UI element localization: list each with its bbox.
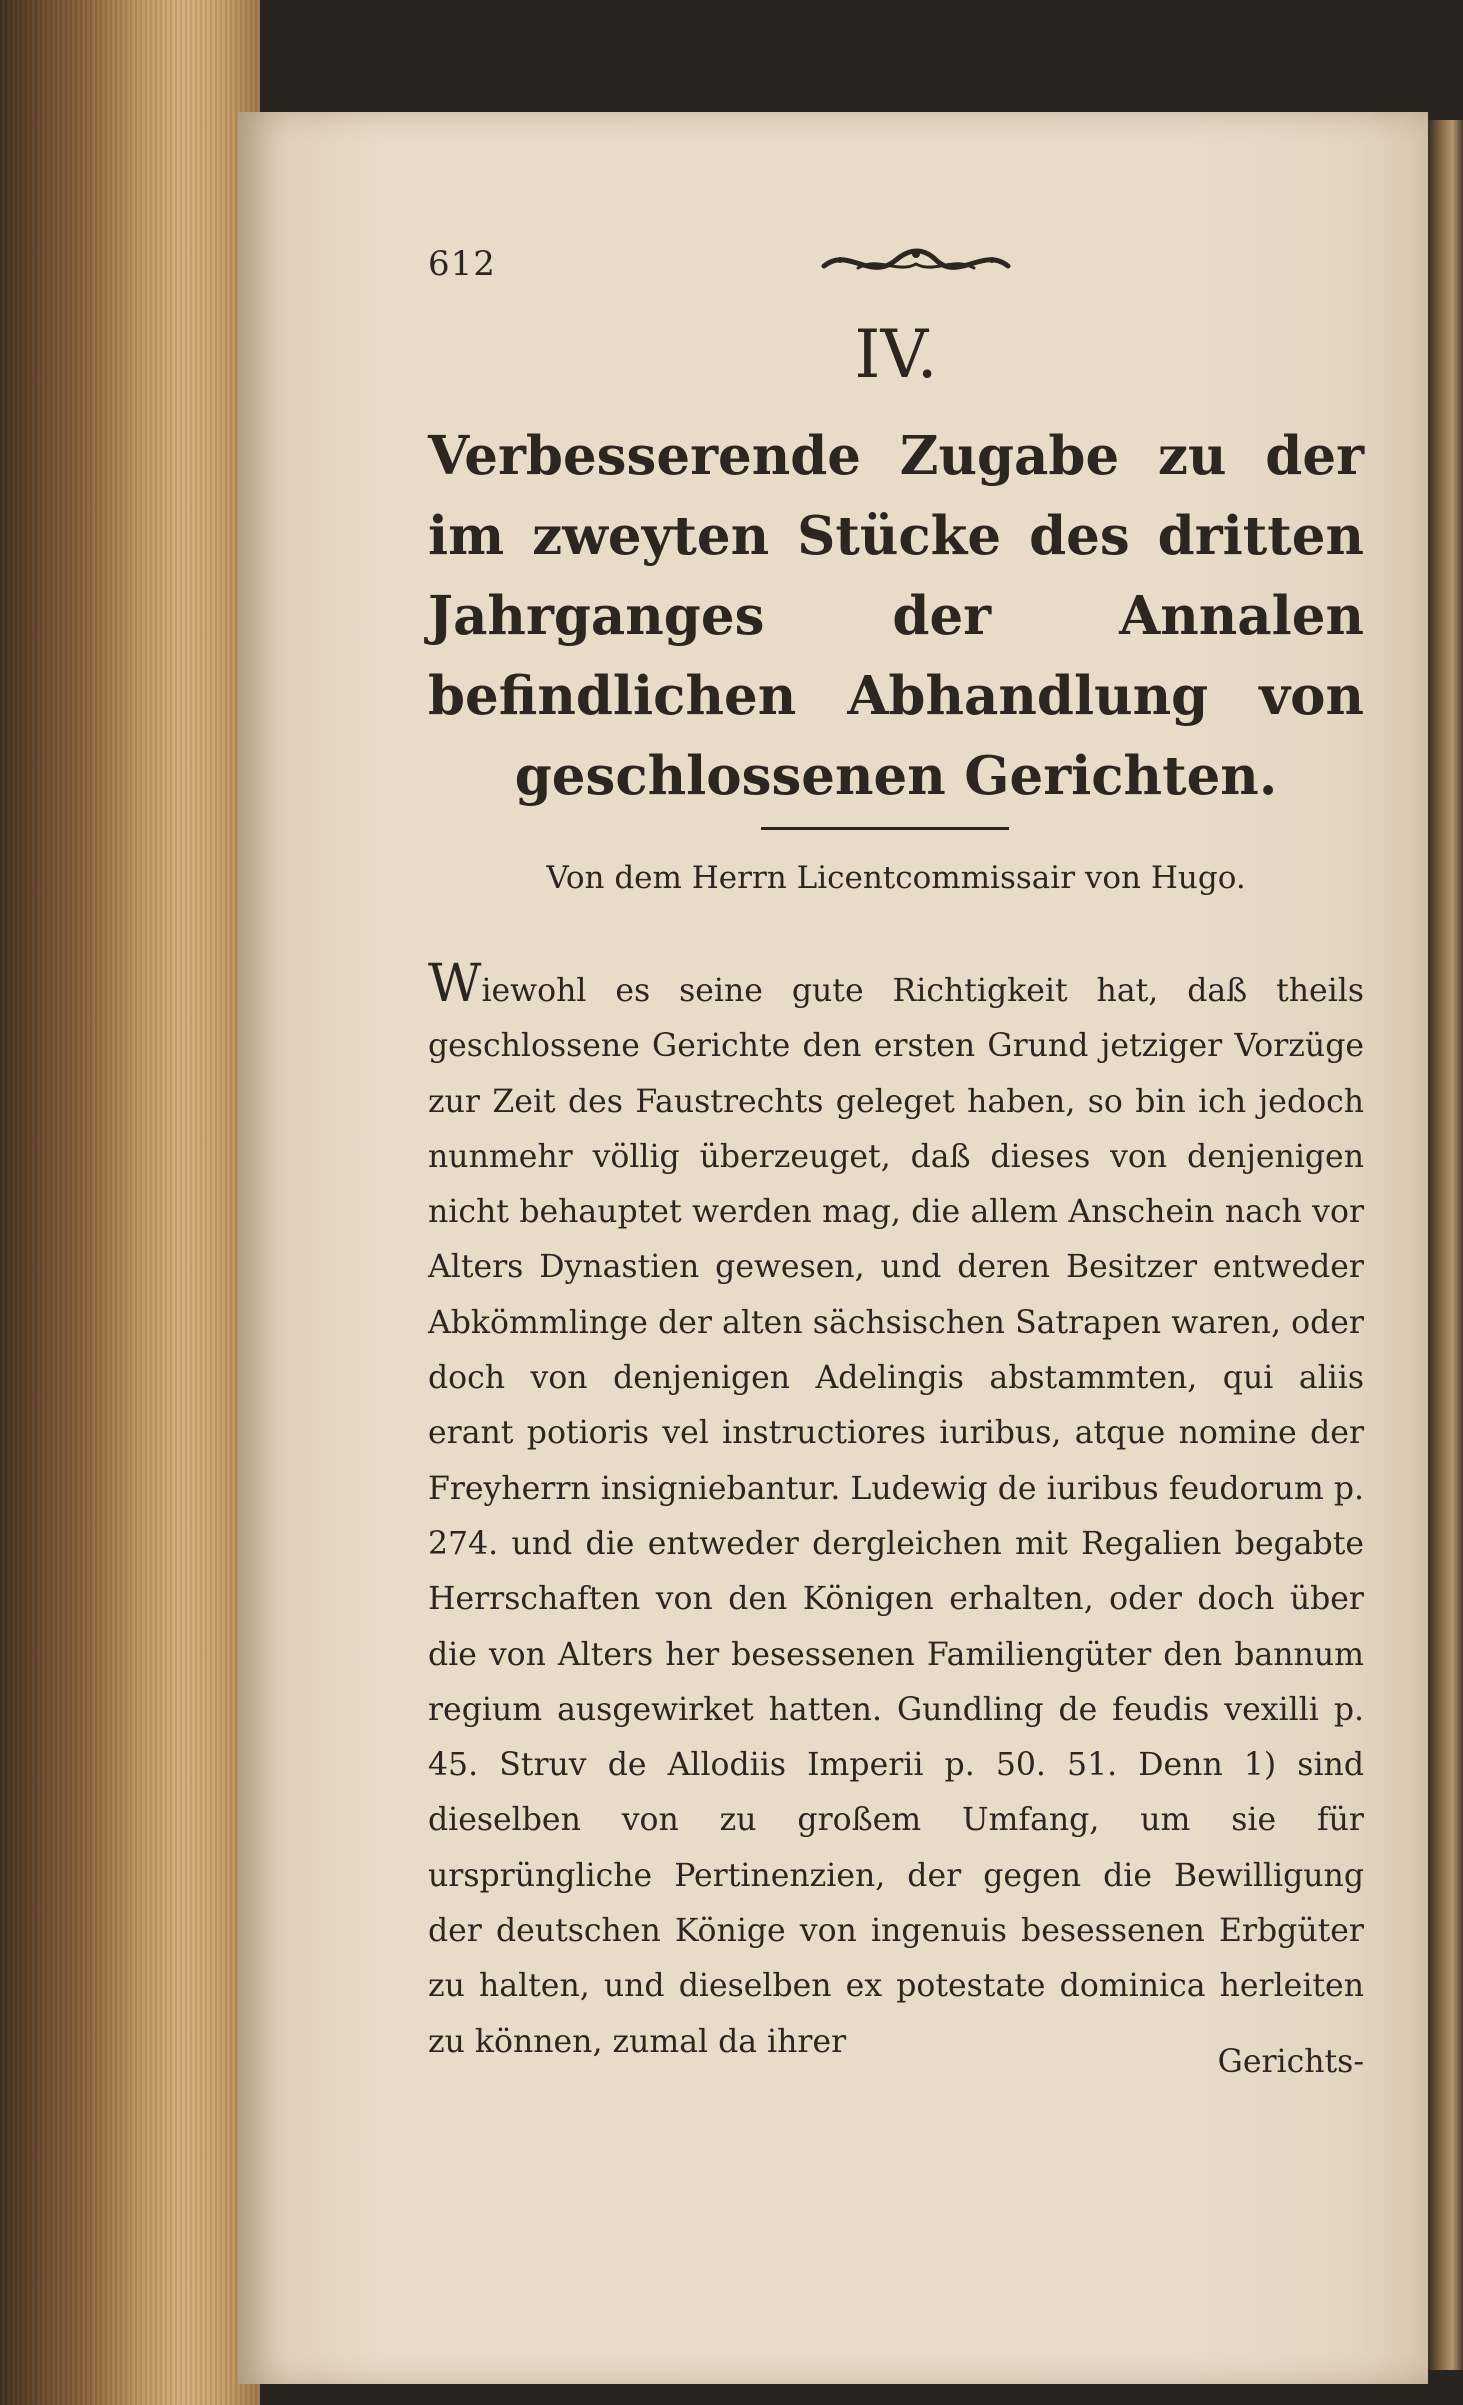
catchword: Gerichts- <box>1217 2044 1364 2080</box>
body-text: iewohl es seine gute Richtigkeit hat, daß theils geschlossene Gerichte den ersten Grund jetziger Vorzüge zur Zeit des Faustrechts geleget haben, so bin ich jedoch nunmehr völlig überzeuget, daß dieses von denjenigen nicht behauptet werden mag, die allem Anschein nach vor Alters Dynastien gewesen, und deren Besitzer entweder Abkömmlinge der alten sächsischen Satrapen waren, oder doch von denjenigen Adelingis abstammten, qui aliis erant potioris vel instructiores iuribus, atque nomine der Freyherrn insigniebantur. Ludewig de iuribus feudorum p. 274. und die entweder dergleichen mit Regalien begabte Herrschaften von den Königen erhalten, oder doch über die von Alters her besessenen Familiengüter den bannum regium ausgewirket hatten. Gundling de feudis vexilli p. 45. Struv de Allodiis Imperii p. 50. 51. Denn 1) sind dieselben von zu großem Umfang, um sie für ursprüngliche Pertinenzien, der gegen die Bewilligung der deutschen Könige von ingenuis besessenen Erbgüter zu halten, und dieselben ex potestate dominica herleiten zu können, zumal da ihrer <box>428 973 1364 2060</box>
drop-cap: W <box>428 954 482 1014</box>
book-right-edge <box>1428 120 1463 2370</box>
chapter-number: IV. <box>854 316 938 393</box>
book-left-edge <box>0 0 260 2405</box>
article-title: Verbesserende Zugabe zu der im zweyten Stücke des dritten Jahrganges der Annalen befindlichen Abhandlung von geschlossenen Gerichten. <box>428 425 1364 807</box>
book-page <box>238 112 1428 2384</box>
body-paragraph <box>428 954 1364 2070</box>
title-divider <box>761 827 1009 830</box>
author-byline: Von dem Herrn Licentcommissair von Hugo. <box>546 860 1246 896</box>
page-number: 612 <box>428 244 496 284</box>
ornament-vignette <box>818 238 1014 290</box>
